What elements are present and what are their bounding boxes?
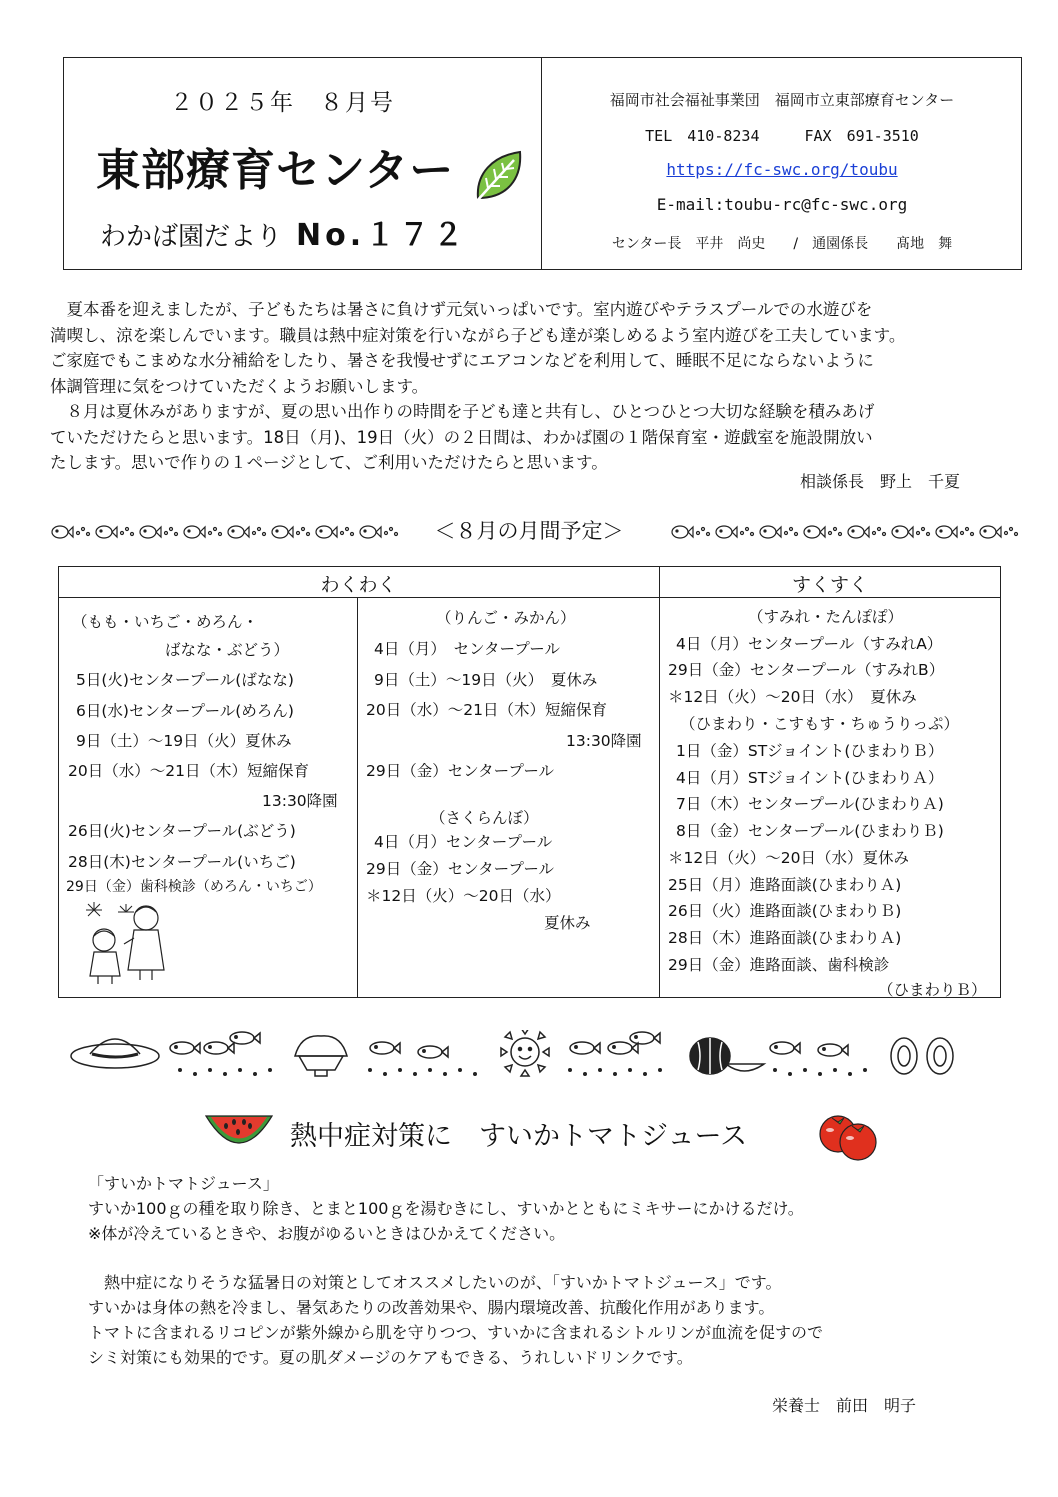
schedule-item: 29日（金）センタープール	[366, 860, 555, 878]
schedule-item: 29日（金）センタープール	[366, 762, 555, 780]
schedule-item: （すみれ・たんぽぽ）	[748, 608, 904, 626]
header-divider	[541, 57, 542, 270]
intro-line: ていただけたらと思います。18日（月)、19日（火）の２日間は、わかば園の１階保育室・遊戯室を施設開放い	[50, 427, 873, 447]
schedule-item: （ひまわりＢ）	[878, 981, 987, 999]
children-fireworks-illustration	[64, 900, 174, 988]
schedule-item: 4日（月）STジョイント(ひまわりＡ）	[676, 769, 944, 787]
schedule-item: 26日(火)センタープール(ぶどう)	[68, 822, 296, 840]
watermelon-slice-icon	[204, 1110, 274, 1154]
schedule-item: ＊12日（火）～20日（水）夏休み	[668, 849, 909, 867]
schedule-item: 4日（月） センタープール	[374, 640, 560, 658]
schedule-item: 9日（土）～19日（火）夏休み	[76, 732, 292, 750]
fish-decoration-right	[670, 521, 1038, 543]
straw-hat-icon	[71, 1039, 159, 1068]
recipe-line: すいか100ｇの種を取り除き、とまと100ｇを湯むきにし、すいかとともにミキサーにかけるだけ。	[88, 1199, 804, 1218]
schedule-item: 9日（土）～19日（火） 夏休み	[374, 671, 598, 689]
schedule-item: ばなな・ぶどう）	[72, 641, 290, 659]
schedule-item: 夏休み	[544, 914, 591, 932]
schedule-item: 29日（金）歯科検診（めろん・いちご）	[66, 879, 322, 895]
recipe-title: 「すいかトマトジュース」	[88, 1174, 279, 1193]
schedule-item: 20日（水）～21日（木）短縮保育	[366, 701, 607, 719]
nutritionist-signature: 栄養士 前田 明子	[772, 1396, 917, 1415]
summer-decoration-row	[70, 1030, 980, 1080]
tomato-icon	[814, 1108, 884, 1164]
schedule-item: （ひまわり・こすもす・ちゅうりっぷ）	[680, 715, 960, 733]
schedule-item: 7日（木）センタープール(ひまわりＡ)	[676, 795, 944, 813]
intro-signature: 相談係長 野上 千夏	[800, 472, 961, 491]
intro-line: たします。思いで作りの１ページとして、ご利用いただけたらと思います。	[50, 453, 608, 472]
newsletter-subtitle	[100, 210, 467, 254]
leaf-icon	[470, 148, 526, 206]
column-header-wakuwaku: わくわく	[320, 574, 397, 596]
schedule-item: ＊12日（火）～20日（水）	[366, 887, 561, 905]
schedule-item: （りんご・みかん）	[436, 609, 576, 627]
schedule-item: 26日（火）進路面談(ひまわりＢ)	[668, 902, 902, 920]
contact-tel-fax: TEL 410-8234 FAX 691-3510	[645, 127, 919, 145]
schedule-item: 8日（金）センタープール(ひまわりＢ)	[676, 822, 944, 840]
schedule-item: 20日（水）～21日（木）短縮保育	[68, 762, 309, 780]
health-info-line: トマトに含まれるリコピンが紫外線から肌を守りつつ、すいかに含まれるシトルリンが血流を促すので	[88, 1323, 824, 1342]
schedule-item: 4日（月）センタープール	[374, 833, 553, 851]
intro-paragraph	[50, 297, 1020, 476]
page-title: 東部療育センター	[96, 145, 455, 196]
section-title: 熱中症対策に すいかトマトジュース	[290, 1121, 748, 1152]
issue-number: No.１７２	[296, 218, 468, 253]
watermelon-icon	[690, 1038, 764, 1074]
schedule-item: 13:30降園	[566, 732, 642, 750]
intro-line: 満喫し、涼を楽しんでいます。職員は熱中症対策を行いながら子ども達が楽しめるよう室内遊びを工夫しています。	[50, 325, 906, 345]
health-info-line: 熱中症になりそうな猛暑日の対策としてオススメしたいのが、「すいかトマトジュース」です。	[88, 1273, 782, 1292]
schedule-item: ＊12日（火）～20日（水） 夏休み	[668, 688, 917, 706]
intro-line: ８月は夏休みがありますが、夏の思い出作りの時間を子ども達と共有し、ひとつひとつ大切な経験を積みあげ	[50, 402, 875, 421]
intro-line: ご家庭でもこまめな水分補給をしたり、暑さを我慢せずにエアコンなどを利用して、睡眠不足にならないように	[50, 351, 874, 370]
issue-date: ２０２５年 ８月号	[170, 90, 395, 116]
shaved-ice-icon	[295, 1036, 347, 1076]
health-info-text	[88, 1270, 823, 1370]
sun-icon	[501, 1030, 549, 1076]
staff-names: センター長 平井 尚史 / 通園係長 髙地 舞	[611, 236, 953, 252]
organization-name: 福岡市社会福祉事業団 福岡市立東部療育センター	[609, 91, 955, 109]
schedule-item: 13:30降園	[262, 792, 338, 810]
schedule-item: （もも・いちご・めろん・	[72, 613, 259, 631]
schedule-item: 25日（月）進路面談(ひまわりＡ)	[668, 876, 902, 894]
schedule-item: 28日(木)センタープール(いちご)	[68, 853, 296, 871]
website-link[interactable]: https://fc-swc.org/toubu	[666, 160, 898, 179]
schedule-item: 29日（金）センタープール（すみれB）	[668, 661, 945, 679]
schedule-item: 29日（金）進路面談、歯科検診	[668, 956, 890, 974]
table-header-rule	[58, 597, 1001, 598]
sandals-icon	[891, 1038, 953, 1074]
schedule-item: 5日(火)センタープール(ばなな)	[76, 671, 294, 689]
health-info-line: シミ対策にも効果的です。夏の肌ダメージのケアもできる、うれしいドリンクです。	[88, 1348, 693, 1367]
schedule-item: 6日(水)センタープール(めろん)	[76, 702, 294, 720]
subtitle-text: わかば園だより	[100, 222, 283, 252]
schedule-item: 28日（木）進路面談(ひまわりＡ)	[668, 929, 902, 947]
schedule-item: 1日（金）STジョイント(ひまわりＢ）	[676, 742, 944, 760]
health-info-line: すいかは身体の熱を冷まし、暑気あたりの改善効果や、腸内環境改善、抗酸化作用があります。	[88, 1298, 775, 1317]
intro-line: 夏本番を迎えましたが、子どもたちは暑さに負けず元気いっぱいです。室内遊びやテラスプールでの水遊びを	[50, 300, 873, 319]
intro-line: 体調管理に気をつけていただくようお願いします。	[50, 376, 429, 396]
recipe-line: ※体が冷えているときや、お腹がゆるいときはひかえてください。	[88, 1224, 566, 1243]
table-divider-wakuwaku	[357, 597, 358, 998]
recipe-text	[88, 1196, 804, 1246]
table-divider-sukusuku	[659, 566, 660, 998]
email-address[interactable]: E-mail:toubu-rc@fc-swc.org	[656, 195, 908, 214]
schedule-item: 4日（月）センタープール（すみれA）	[676, 635, 943, 653]
schedule-item: （さくらんぼ）	[430, 809, 539, 827]
schedule-title: ＜８月の月間予定＞	[434, 519, 624, 543]
column-header-sukusuku: すくすく	[791, 574, 868, 596]
